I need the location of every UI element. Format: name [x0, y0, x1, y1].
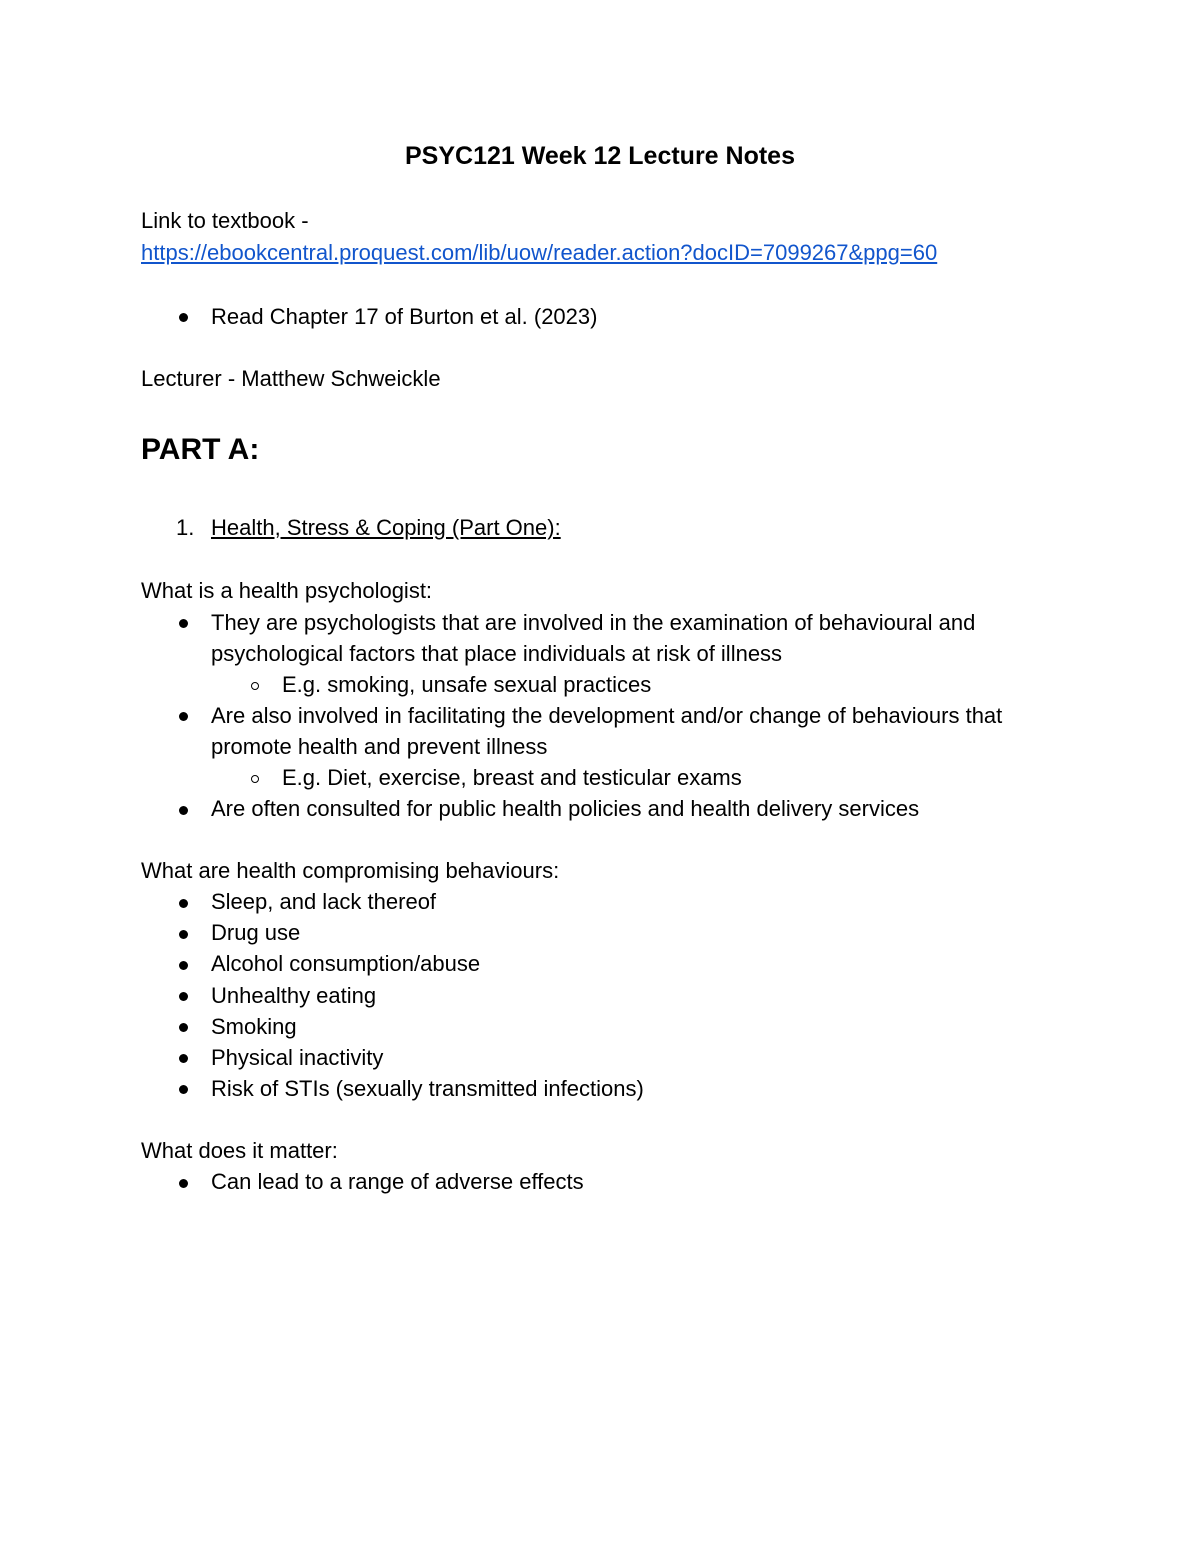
sub-list-item: E.g. Diet, exercise, breast and testicular exams	[282, 765, 742, 790]
list-item: Are often consulted for public health policies and health delivery services	[211, 796, 920, 821]
bullet-icon	[179, 930, 188, 939]
list-item: Drug use	[211, 920, 301, 945]
bullet-icon	[179, 992, 188, 1001]
bullet-icon	[179, 712, 188, 721]
section-title: Health, Stress & Coping (Part One):	[211, 515, 561, 540]
list-item-continuation: promote health and prevent illness	[211, 734, 548, 759]
question-health-compromising: What are health compromising behaviours:	[141, 858, 560, 883]
list-item-continuation: psychological factors that place individuals at risk of illness	[211, 641, 783, 666]
bullet-icon	[179, 1085, 188, 1094]
lecturer-line: Lecturer - Matthew Schweickle	[141, 366, 441, 391]
textbook-link[interactable]: https://ebookcentral.proquest.com/lib/uow/reader.action?docID=7099267&ppg=60	[141, 240, 938, 265]
question-health-psychologist: What is a health psychologist:	[141, 578, 433, 603]
hollow-bullet-icon	[251, 775, 259, 783]
bullet-icon	[179, 1054, 188, 1063]
hollow-bullet-icon	[251, 682, 259, 690]
list-item: Sleep, and lack thereof	[211, 889, 437, 914]
bullet-icon	[179, 899, 188, 908]
list-item: Risk of STIs (sexually transmitted infections)	[211, 1076, 644, 1101]
list-item: Physical inactivity	[211, 1045, 384, 1070]
document-title: PSYC121 Week 12 Lecture Notes	[404, 142, 795, 170]
reading-bullet: Read Chapter 17 of Burton et al. (2023)	[211, 304, 598, 329]
part-heading: PART A:	[141, 433, 260, 466]
sub-list-item: E.g. smoking, unsafe sexual practices	[282, 672, 652, 697]
bullet-icon	[179, 1179, 188, 1188]
bullet-icon	[179, 961, 188, 970]
list-item: Unhealthy eating	[211, 983, 377, 1008]
bullet-icon	[179, 619, 188, 628]
list-item: Can lead to a range of adverse effects	[211, 1169, 584, 1194]
bullet-icon	[179, 313, 188, 322]
textbook-label: Link to textbook -	[141, 208, 309, 233]
list-item: They are psychologists that are involved in the examination of behavioural and	[211, 610, 976, 635]
list-item: Alcohol consumption/abuse	[211, 951, 481, 976]
section-number: 1.	[176, 515, 195, 540]
list-item: Are also involved in facilitating the development and/or change of behaviours that	[211, 703, 1003, 728]
list-item: Smoking	[211, 1014, 297, 1039]
bullet-icon	[179, 1023, 188, 1032]
question-why-matter: What does it matter:	[141, 1138, 338, 1163]
bullet-icon	[179, 806, 188, 815]
